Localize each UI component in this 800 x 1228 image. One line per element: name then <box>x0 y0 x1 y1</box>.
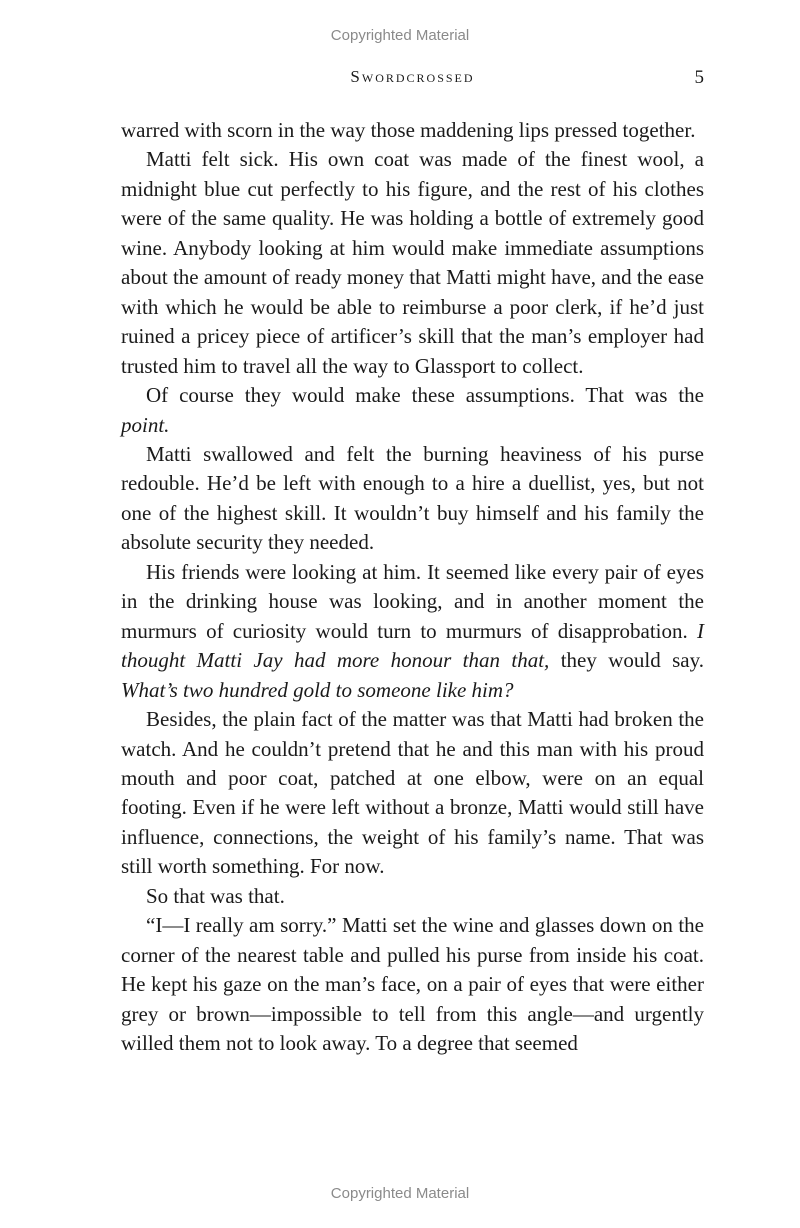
book-title: Swordcrossed <box>350 67 475 86</box>
paragraph: warred with scorn in the way those maddening lips pressed together. <box>121 118 696 142</box>
paragraph <box>121 381 704 440</box>
copyright-watermark-bottom: Copyrighted Material <box>330 1185 470 1202</box>
italic-thought: What’s two hundred gold to someone like him? <box>121 677 514 702</box>
paragraph-text: they would say. <box>560 648 704 673</box>
paragraph: Matti felt sick. His own coat was made of the finest wool, a midnight blue cut perfectly to his figure, and the rest of his clothes were of the same quality. He was holding a bottle of extremely good wine. Anybody looking at him would make immediate assumptions about the amount of ready money that Matti might have, and the ease with which he would be able to reimburse a poor clerk, if he’d just ruined a pricey piece of artificer’s skill that the man’s employer had trusted him to travel all the way to Glassport to collect. <box>121 147 704 378</box>
italic-thought: I thought Matti Jay had more honour than that, <box>121 618 705 673</box>
paragraph: “I—I really am sorry.” Matti set the wine and glasses down on the corner of the nearest table and pulled his purse from inside his coat. He kept his gaze on the man’s face, on a pair of eyes that were either grey or brown—impossible to tell from this angle—and urgently willed them not to look away. To a degree that seemed <box>121 913 704 1056</box>
running-header <box>121 66 704 92</box>
page-number: 5 <box>694 67 704 88</box>
paragraph: Besides, the plain fact of the matter was that Matti had broken the watch. And he couldn’t pretend that he and this man with his proud mouth and poor coat, patched at one elbow, were on an equal footing. Even if he were left without a bronze, Matti would still have influence, connections, the weight of his family’s name. That was still worth something. For now. <box>121 707 704 879</box>
copyright-watermark-top: Copyrighted Material <box>330 27 470 44</box>
paragraph <box>121 558 704 705</box>
paragraph: So that was that. <box>146 883 285 908</box>
paragraph-text: His friends were looking at him. It seemed like every pair of eyes in the drinking house was looking, and in another moment the murmurs of curiosity would turn to murmurs of disapprobation. <box>121 559 704 643</box>
paragraph: Matti swallowed and felt the burning heaviness of his purse redouble. He’d be left with enough to a hire a duellist, yes, but not one of the highest skill. It wouldn’t buy himself and his family the absolute security they needed. <box>121 441 704 555</box>
italic-emphasis: point. <box>121 412 170 437</box>
body-text <box>121 116 704 1059</box>
paragraph-text: Of course they would make these assumptions. That was the <box>146 383 704 408</box>
